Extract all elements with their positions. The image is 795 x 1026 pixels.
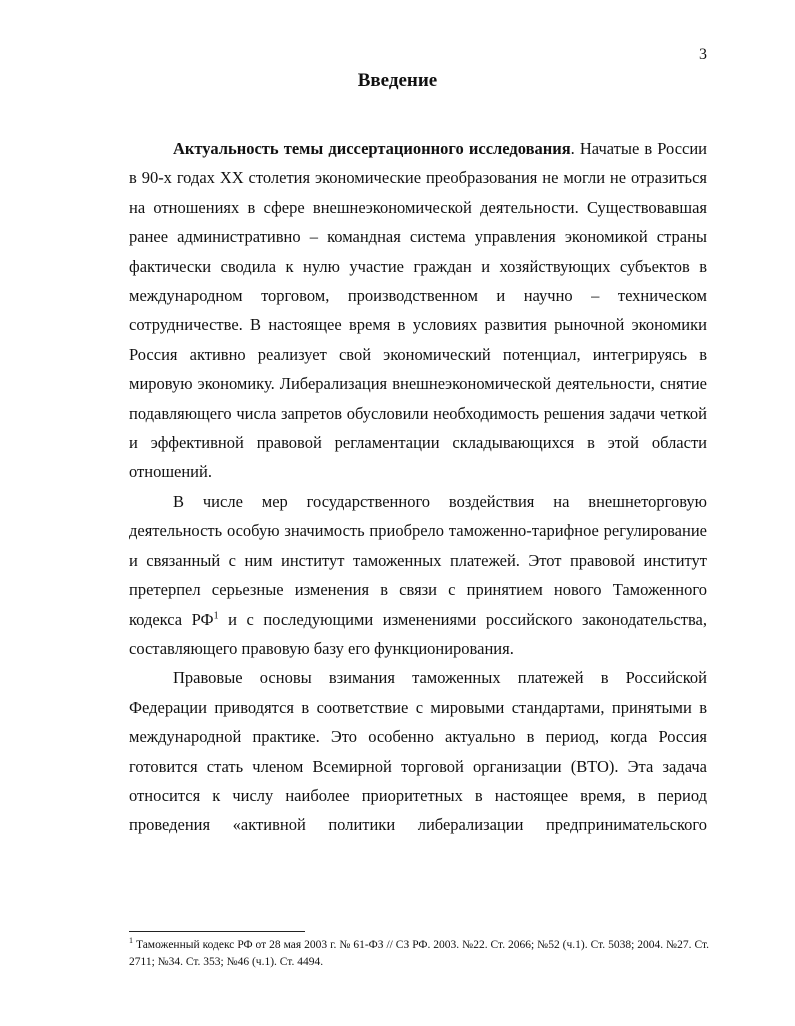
relevance-text: Начатые в России в 90-х годах XX столетия экономические преобразования не могли не отразиться на отношениях в сфере внешнеэкономической деятельности. Существовавшая ранее административно – командная система управления экономикой страны фактически сводила к нулю участие граждан и хозяйствующих субъектов в международном торговом, производственном и научно – техническом сотрудничестве. В настоящее время в условиях развития рыночной экономики Россия активно реализует свой экономический потенциал, интегрируясь в мировую экономику. Либерализация внешнеэкономической деятельности, снятие подавляющего числа запретов обусловили необходимость решения задачи четкой и эффективной правовой регламентации складывающихся в этой области отношений.: [129, 139, 707, 482]
customs-text-after-ref: и с последующими изменениями российского законодательства, составляющего правовую базу его функционирования.: [129, 609, 707, 658]
relevance-heading: Актуальность темы диссертационного исследования: [173, 139, 571, 158]
footnote-text: Таможенный кодекс РФ от 28 мая 2003 г. № 61-ФЗ // СЗ РФ. 2003. №22. Ст. 2066; №52 (ч.1). Ст. 5038; 2004. №27. Ст. 2711; №34. Ст. 353; №46 (ч.1). Ст. 4494.: [129, 939, 709, 968]
paragraph-relevance: [129, 134, 707, 487]
body-text: [129, 134, 707, 840]
page-number: 3: [699, 46, 707, 63]
legal-foundations-text: Правовые основы взимания таможенных платежей в Российской Федерации приводятся в соответствие с мировыми стандартами, принятыми в международной практике. Это особенно актуально в период, когда Россия готовится стать членом Всемирной торговой организации (ВТО). Эта задача относится к числу наиболее приоритетных в настоящее время, в период проведения «активной политики либерализации предпринимательского: [129, 668, 707, 835]
footnote: [129, 937, 709, 971]
customs-text-before-ref: В числе мер государственного воздействия на внешнеторговую деятельность особую значимость приобрело таможенно-тарифное регулирование и связанный с ним институт таможенных платежей. Этот правовой институт претерпел серьезные изменения в связи с принятием нового Таможенного кодекса РФ: [129, 491, 707, 629]
page-title: Введение: [357, 70, 438, 91]
footnote-number: 1: [129, 936, 133, 946]
paragraph-customs-regulation: [129, 487, 707, 663]
relevance-heading-punct: .: [570, 139, 575, 158]
footnote-reference[interactable]: 1: [213, 610, 219, 621]
footnote-divider: [129, 931, 305, 932]
paragraph-legal-foundations: [129, 663, 707, 839]
